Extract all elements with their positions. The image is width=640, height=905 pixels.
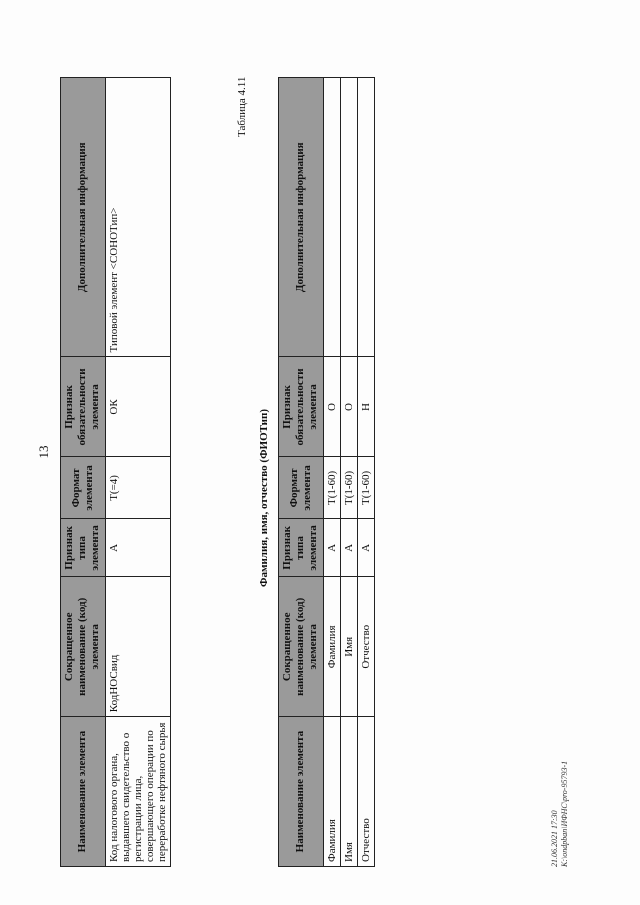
header-cell: Признак обязательности элемента [279, 357, 324, 457]
print-stamp-path: K:\ondpban\ИФНС\pro-95793-1 [559, 760, 569, 867]
table-cell: Код налогового органа, выдавшего свидетельство о регистрации лица, совершающего операции по переработке нефтяного сырья [105, 717, 170, 867]
table-cell: А [357, 519, 374, 577]
header-cell: Признак обязательности элемента [61, 357, 106, 457]
table-row [323, 78, 340, 867]
table-cell: А [340, 519, 357, 577]
table-fio [278, 77, 375, 867]
table-cell: T(=4) [105, 457, 170, 519]
header-cell: Дополнительная информация [279, 78, 324, 357]
table-row [357, 78, 374, 867]
table-header-row [61, 78, 106, 867]
print-stamp [550, 761, 569, 867]
table-row [340, 78, 357, 867]
table-cell: КодНОСвид [105, 577, 170, 717]
header-cell: Дополнительная информация [61, 78, 106, 357]
header-cell: Формат элемента [279, 457, 324, 519]
header-cell: Признак типа элемента [61, 519, 106, 577]
table-cell: Н [357, 357, 374, 457]
header-cell: Сокращенное наименование (код) элемента [61, 577, 106, 717]
header-cell: Наименование элемента [61, 717, 106, 867]
table-cell [323, 78, 340, 357]
page-number: 13 [36, 445, 51, 459]
header-cell: Признак типа элемента [279, 519, 324, 577]
table-cell: Фамилия [323, 577, 340, 717]
table-header-row [279, 78, 324, 867]
table-cell: А [105, 519, 170, 577]
table-cell: Имя [340, 717, 357, 867]
table-title: Фамилия, имя, отчество (ФИОТип) [258, 408, 270, 587]
table-cell: Отчество [357, 717, 374, 867]
table-cell: Отчество [357, 577, 374, 717]
rotated-page [40, 27, 600, 877]
table-row [105, 78, 170, 867]
header-cell: Наименование элемента [279, 717, 324, 867]
table-cell: T(1-60) [357, 457, 374, 519]
table-cell: T(1-60) [323, 457, 340, 519]
header-cell: Сокращенное наименование (код) элемента [279, 577, 324, 717]
table-cell: T(1-60) [340, 457, 357, 519]
table-cell [357, 78, 374, 357]
table-cell: О [323, 357, 340, 457]
table-cell: О [340, 357, 357, 457]
table-elements-kodnosvid [60, 77, 171, 867]
table-cell: А [323, 519, 340, 577]
print-stamp-date: 21.06.2021 17:30 [550, 810, 559, 867]
table-cell: ОК [105, 357, 170, 457]
header-cell: Формат элемента [61, 457, 106, 519]
table-cell [340, 78, 357, 357]
table-cell: Фамилия [323, 717, 340, 867]
table-cell: Типовой элемент <СОНОТип> [105, 78, 170, 357]
table-number-label: Таблица 4.11 [236, 76, 248, 137]
table-cell: Имя [340, 577, 357, 717]
